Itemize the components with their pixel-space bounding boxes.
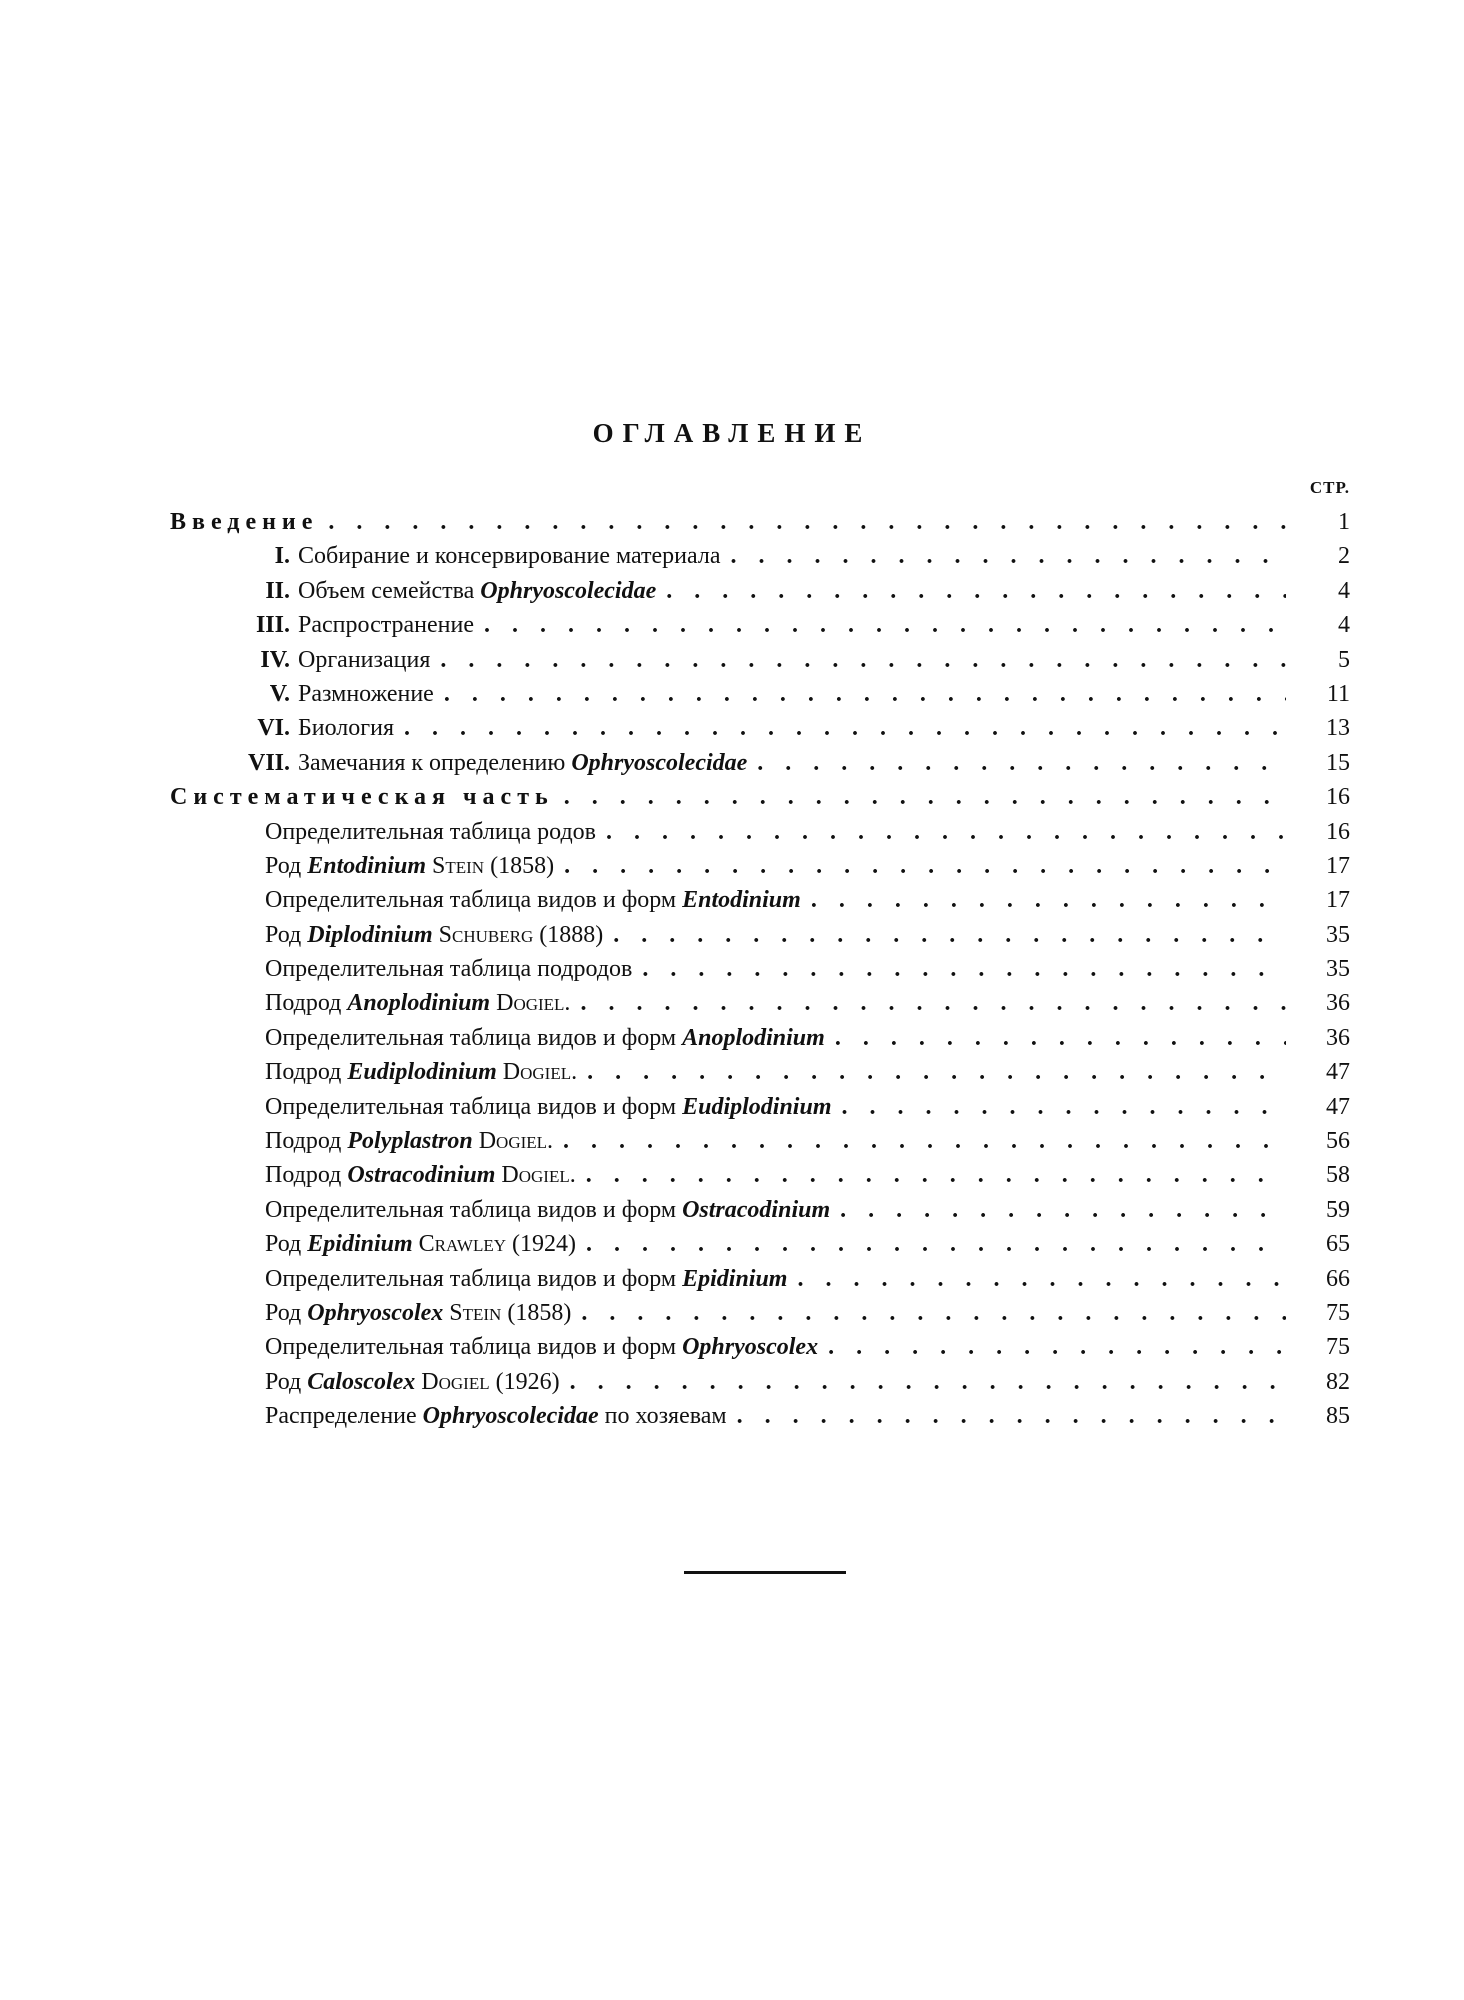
toc-page-number: 82 (1326, 1368, 1350, 1395)
dot-leader (580, 986, 1286, 1020)
toc-page-number: 16 (1326, 784, 1350, 811)
toc-entry-label (265, 1193, 830, 1227)
toc-text: Подрод (265, 1162, 348, 1189)
dot-leader (581, 1296, 1286, 1330)
page-title: ОГЛАВЛЕНИЕ (592, 418, 872, 448)
toc-text: Определительная таблица родов (265, 818, 597, 845)
toc-entry-label (265, 815, 596, 849)
toc-entry-label (265, 1124, 553, 1158)
toc-text: Определительная таблица видов и форм (265, 1196, 683, 1223)
toc-entry-number: V. (269, 680, 290, 707)
toc-entry-label (265, 1399, 727, 1433)
toc-page-number: 5 (1338, 646, 1350, 673)
toc-entry (170, 849, 1350, 883)
toc-text: Распространение (298, 612, 475, 639)
author-name: Dogiel. (490, 990, 571, 1017)
taxon-name: Caloscolex (307, 1368, 416, 1395)
toc-entry-label (170, 643, 430, 677)
taxon-name: Ophryoscolecidae (480, 577, 657, 604)
toc-page-number: 56 (1326, 1128, 1350, 1155)
toc-entry-label (170, 505, 318, 539)
toc-entry-label (265, 1090, 831, 1124)
dot-leader (811, 883, 1286, 917)
toc-entry (170, 574, 1350, 608)
toc-entry-label (265, 1330, 818, 1364)
dot-leader (444, 677, 1286, 711)
toc-page-number: 85 (1326, 1403, 1350, 1430)
toc-page-number: 11 (1326, 680, 1350, 707)
toc-text: (1858) (501, 1299, 572, 1326)
toc-entry-number: VI. (257, 715, 290, 742)
toc-entry-label (170, 711, 394, 745)
toc-entry (170, 746, 1350, 780)
taxon-name: Ostracodinium (347, 1162, 496, 1189)
toc-entry-label (265, 986, 570, 1020)
dot-leader (404, 711, 1286, 745)
dot-leader (666, 574, 1286, 608)
toc-text: Распределение (265, 1403, 423, 1430)
toc-entry (170, 677, 1350, 711)
toc-entry-label (265, 1055, 577, 1089)
taxon-name: Ophryoscolecidae (422, 1403, 599, 1430)
toc-entry-number: VII. (247, 749, 290, 776)
toc-entry-number: I. (274, 543, 290, 570)
toc-entry-label (265, 1227, 576, 1261)
author-name: Dogiel (415, 1368, 490, 1395)
toc-page-number: 4 (1338, 612, 1350, 639)
dot-leader (570, 1365, 1286, 1399)
toc-entry (170, 1365, 1350, 1399)
toc-entry (170, 986, 1350, 1020)
toc-text: (1926) (489, 1368, 560, 1395)
dot-leader (586, 1158, 1286, 1192)
toc-entry-label (265, 1158, 576, 1192)
toc-page-number: 59 (1326, 1196, 1350, 1223)
toc-entry-label (265, 952, 632, 986)
dot-leader (737, 1399, 1286, 1433)
toc-page-number: 36 (1326, 1024, 1350, 1051)
toc-text: Подрод (265, 1128, 348, 1155)
toc-text: Замечания к определению (298, 749, 572, 776)
toc-page-number: 2 (1338, 543, 1350, 570)
toc-entry-label (170, 574, 656, 608)
toc-page-number: 66 (1326, 1265, 1350, 1292)
toc-text: Подрод (265, 990, 348, 1017)
toc-text: Биология (298, 715, 395, 742)
table-of-contents (170, 505, 1350, 1434)
toc-entry (170, 883, 1350, 917)
toc-entry (170, 918, 1350, 952)
dot-leader (484, 608, 1286, 642)
toc-page-number: 47 (1326, 1093, 1350, 1120)
toc-entry-label (265, 1262, 787, 1296)
toc-entry (170, 1158, 1350, 1192)
taxon-name: Anoplodinium (682, 1024, 825, 1051)
toc-entry (170, 1296, 1350, 1330)
dot-leader (586, 1227, 1286, 1261)
author-name: Stein (426, 852, 485, 879)
toc-text: Определительная таблица подродов (265, 956, 633, 983)
dot-leader (835, 1021, 1286, 1055)
dot-leader (613, 918, 1286, 952)
toc-text: Собирание и консервирование материала (298, 543, 721, 570)
dot-leader (564, 849, 1286, 883)
taxon-name: Diplodinium (307, 921, 433, 948)
taxon-name: Eudiplodinium (347, 1059, 497, 1086)
closing-rule (684, 1571, 846, 1574)
taxon-name: Anoplodinium (347, 990, 491, 1017)
toc-text: по хозяевам (598, 1403, 727, 1430)
toc-entry (170, 608, 1350, 642)
toc-entry (170, 1227, 1350, 1261)
toc-entry (170, 643, 1350, 677)
toc-entry-number: IV. (260, 646, 290, 673)
toc-entry (170, 1090, 1350, 1124)
toc-page-number: 13 (1326, 715, 1350, 742)
author-name: Dogiel. (495, 1162, 576, 1189)
taxon-name: Ophryoscolex (307, 1299, 444, 1326)
dot-leader (731, 539, 1287, 573)
toc-entry (170, 1055, 1350, 1089)
toc-entry (170, 780, 1350, 814)
toc-page-number: 36 (1326, 990, 1350, 1017)
toc-text: Подрод (265, 1059, 348, 1086)
toc-text: (1924) (506, 1231, 576, 1258)
toc-entry-number: II. (265, 577, 290, 604)
taxon-name: Epidinium (307, 1231, 413, 1258)
toc-page-number: 4 (1338, 577, 1350, 604)
toc-text: Род (265, 1231, 308, 1258)
taxon-name: Ostracodinium (682, 1196, 831, 1223)
toc-entry (170, 1021, 1350, 1055)
toc-page-number: 15 (1326, 749, 1350, 776)
toc-page-number: 65 (1326, 1231, 1350, 1258)
toc-entry (170, 1399, 1350, 1433)
toc-entry (170, 505, 1350, 539)
toc-page-number: 35 (1326, 921, 1350, 948)
toc-entry-number: III. (255, 612, 290, 639)
toc-text: Определительная таблица видов и форм (265, 1265, 683, 1292)
author-name: Dogiel. (496, 1059, 578, 1086)
toc-entry-label (265, 883, 801, 917)
toc-text: (1858) (484, 852, 555, 879)
toc-page-number: 17 (1326, 852, 1350, 879)
toc-text: Род (265, 921, 308, 948)
toc-page-number: 75 (1326, 1299, 1350, 1326)
toc-page-number: 58 (1326, 1162, 1350, 1189)
toc-page-number: 75 (1326, 1334, 1350, 1361)
dot-leader (642, 952, 1286, 986)
toc-entry-label (265, 918, 603, 952)
dot-leader (606, 815, 1286, 849)
taxon-name: Ophryoscolex (682, 1334, 819, 1361)
toc-entry (170, 711, 1350, 745)
toc-text: Систематическая часть (170, 784, 554, 811)
taxon-name: Eudiplodinium (682, 1093, 832, 1120)
toc-page-number: 17 (1326, 887, 1350, 914)
toc-entry-label (170, 780, 554, 814)
toc-entry-label (265, 1365, 560, 1399)
toc-entry-label (170, 539, 721, 573)
dot-leader (828, 1330, 1286, 1364)
taxon-name: Epidinium (682, 1265, 788, 1292)
toc-entry (170, 1262, 1350, 1296)
toc-text: Определительная таблица видов и форм (265, 1024, 683, 1051)
toc-entry-label (265, 1021, 825, 1055)
dot-leader (797, 1262, 1286, 1296)
toc-entry (170, 815, 1350, 849)
toc-page-number: 47 (1326, 1059, 1350, 1086)
dot-leader (440, 643, 1286, 677)
toc-entry-label (265, 849, 554, 883)
dot-leader (757, 746, 1286, 780)
dot-leader (841, 1090, 1286, 1124)
toc-text: Введение (170, 509, 319, 535)
taxon-name: Entodinium (307, 852, 427, 879)
toc-text: (1888) (533, 921, 604, 948)
toc-entry (170, 1330, 1350, 1364)
taxon-name: Polyplastron (347, 1128, 473, 1155)
taxon-name: Ophryoscolecidae (571, 749, 748, 776)
toc-page-number: 35 (1326, 956, 1350, 983)
dot-leader (563, 1124, 1286, 1158)
toc-text: Род (265, 852, 308, 879)
toc-text: Определительная таблица видов и форм (265, 1093, 683, 1120)
toc-entry-label (170, 677, 434, 711)
author-name: Stein (443, 1299, 502, 1326)
author-name: Schuberg (432, 921, 534, 948)
toc-entry-label (170, 608, 474, 642)
toc-text: Определительная таблица видов и форм (265, 887, 683, 914)
toc-entry (170, 1193, 1350, 1227)
toc-text: Объем семейства (298, 577, 481, 604)
toc-entry (170, 539, 1350, 573)
dot-leader (564, 780, 1286, 814)
toc-page-number: 1 (1338, 509, 1350, 535)
toc-entry-label (170, 746, 747, 780)
author-name: Crawley (412, 1231, 507, 1258)
toc-entry (170, 952, 1350, 986)
dot-leader (840, 1193, 1286, 1227)
toc-text: Определительная таблица видов и форм (265, 1334, 683, 1361)
dot-leader (587, 1055, 1286, 1089)
page-column-header: СТР. (1309, 478, 1350, 497)
dot-leader (328, 505, 1286, 539)
toc-text: Род (265, 1299, 308, 1326)
toc-entry (170, 1124, 1350, 1158)
toc-page-number: 16 (1326, 818, 1350, 845)
toc-entry-label (265, 1296, 571, 1330)
taxon-name: Entodinium (682, 887, 801, 914)
toc-text: Размножение (298, 680, 434, 707)
toc-text: Организация (298, 646, 431, 673)
toc-text: Род (265, 1368, 308, 1395)
author-name: Dogiel. (472, 1128, 554, 1155)
